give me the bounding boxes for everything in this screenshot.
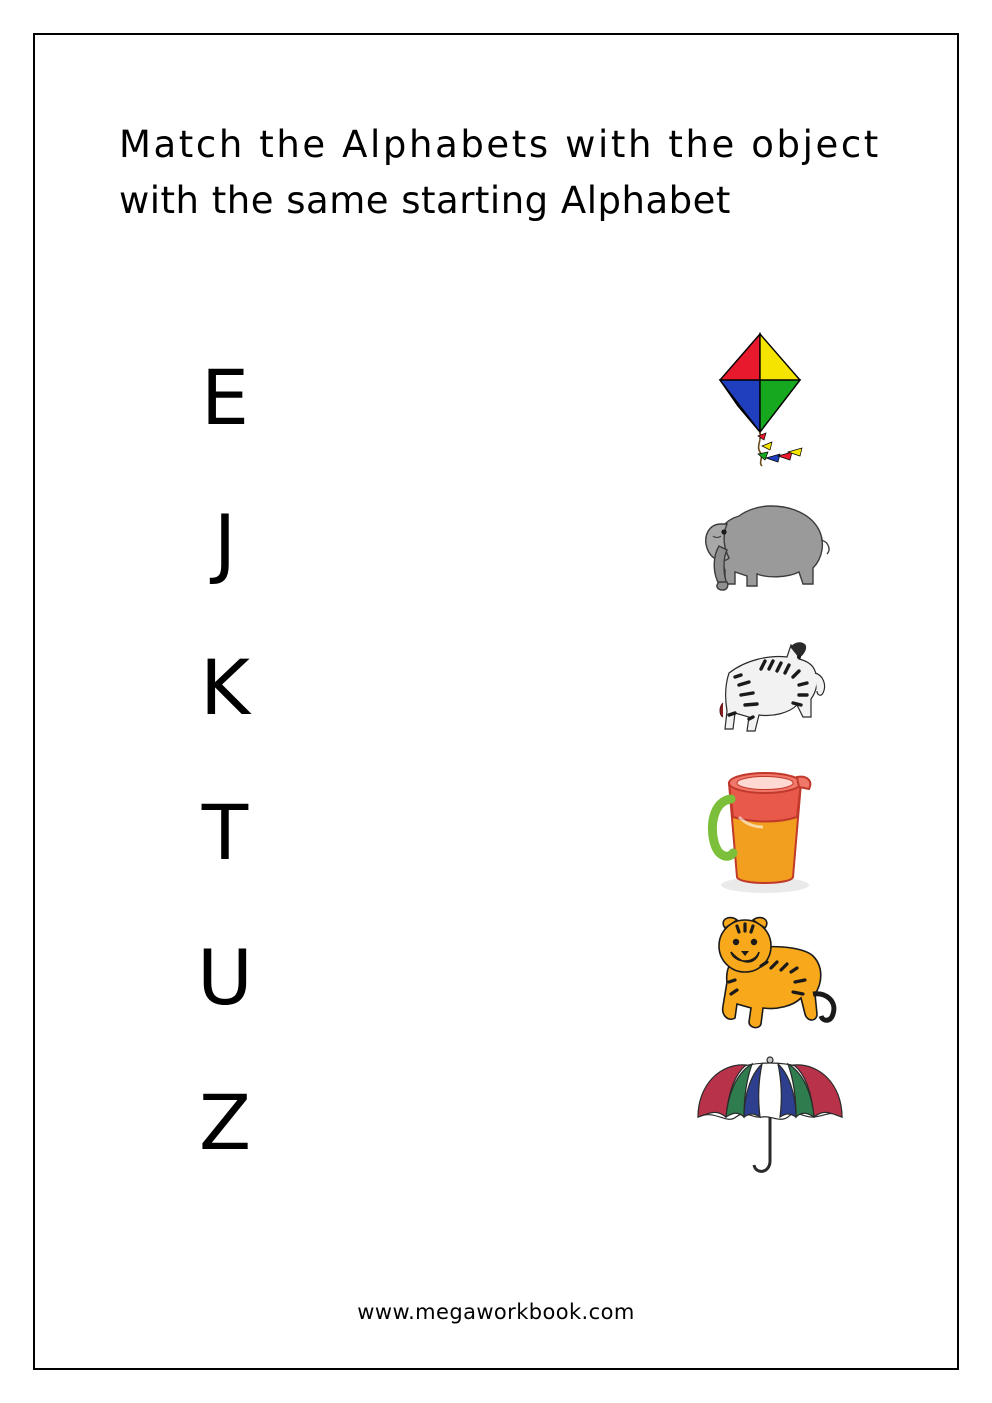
worksheet-page — [33, 33, 959, 1370]
instruction-line-1: Match the Alphabets with the object — [119, 123, 881, 166]
letter-item-u[interactable] — [125, 905, 325, 1050]
letter-label: J — [213, 497, 237, 587]
letter-item-j[interactable] — [125, 470, 325, 615]
object-item-zebra[interactable] — [655, 615, 885, 760]
tiger-icon — [695, 910, 845, 1045]
letter-label: E — [200, 352, 250, 442]
jug-icon — [705, 765, 835, 900]
letter-item-t[interactable] — [125, 760, 325, 905]
letter-label: T — [201, 787, 249, 877]
kite-icon — [700, 328, 840, 468]
object-item-elephant[interactable] — [655, 470, 885, 615]
letter-label: U — [197, 932, 253, 1022]
elephant-icon — [695, 480, 845, 605]
instruction-line-2: with the same starting Alphabet — [119, 179, 731, 222]
object-item-kite[interactable] — [655, 325, 885, 470]
objects-column — [655, 325, 885, 1195]
object-item-umbrella[interactable] — [655, 1050, 885, 1195]
object-item-jug[interactable] — [655, 760, 885, 905]
zebra-icon — [695, 625, 845, 750]
umbrella-icon — [690, 1055, 850, 1190]
footer-url: www.megaworkbook.com — [357, 1300, 635, 1324]
object-item-tiger[interactable] — [655, 905, 885, 1050]
letter-item-k[interactable] — [125, 615, 325, 760]
letter-item-e[interactable] — [125, 325, 325, 470]
worksheet-instructions — [119, 117, 899, 229]
letters-column — [125, 325, 325, 1195]
letter-label: Z — [198, 1077, 252, 1167]
letter-label: K — [200, 642, 250, 732]
letter-item-z[interactable] — [125, 1050, 325, 1195]
